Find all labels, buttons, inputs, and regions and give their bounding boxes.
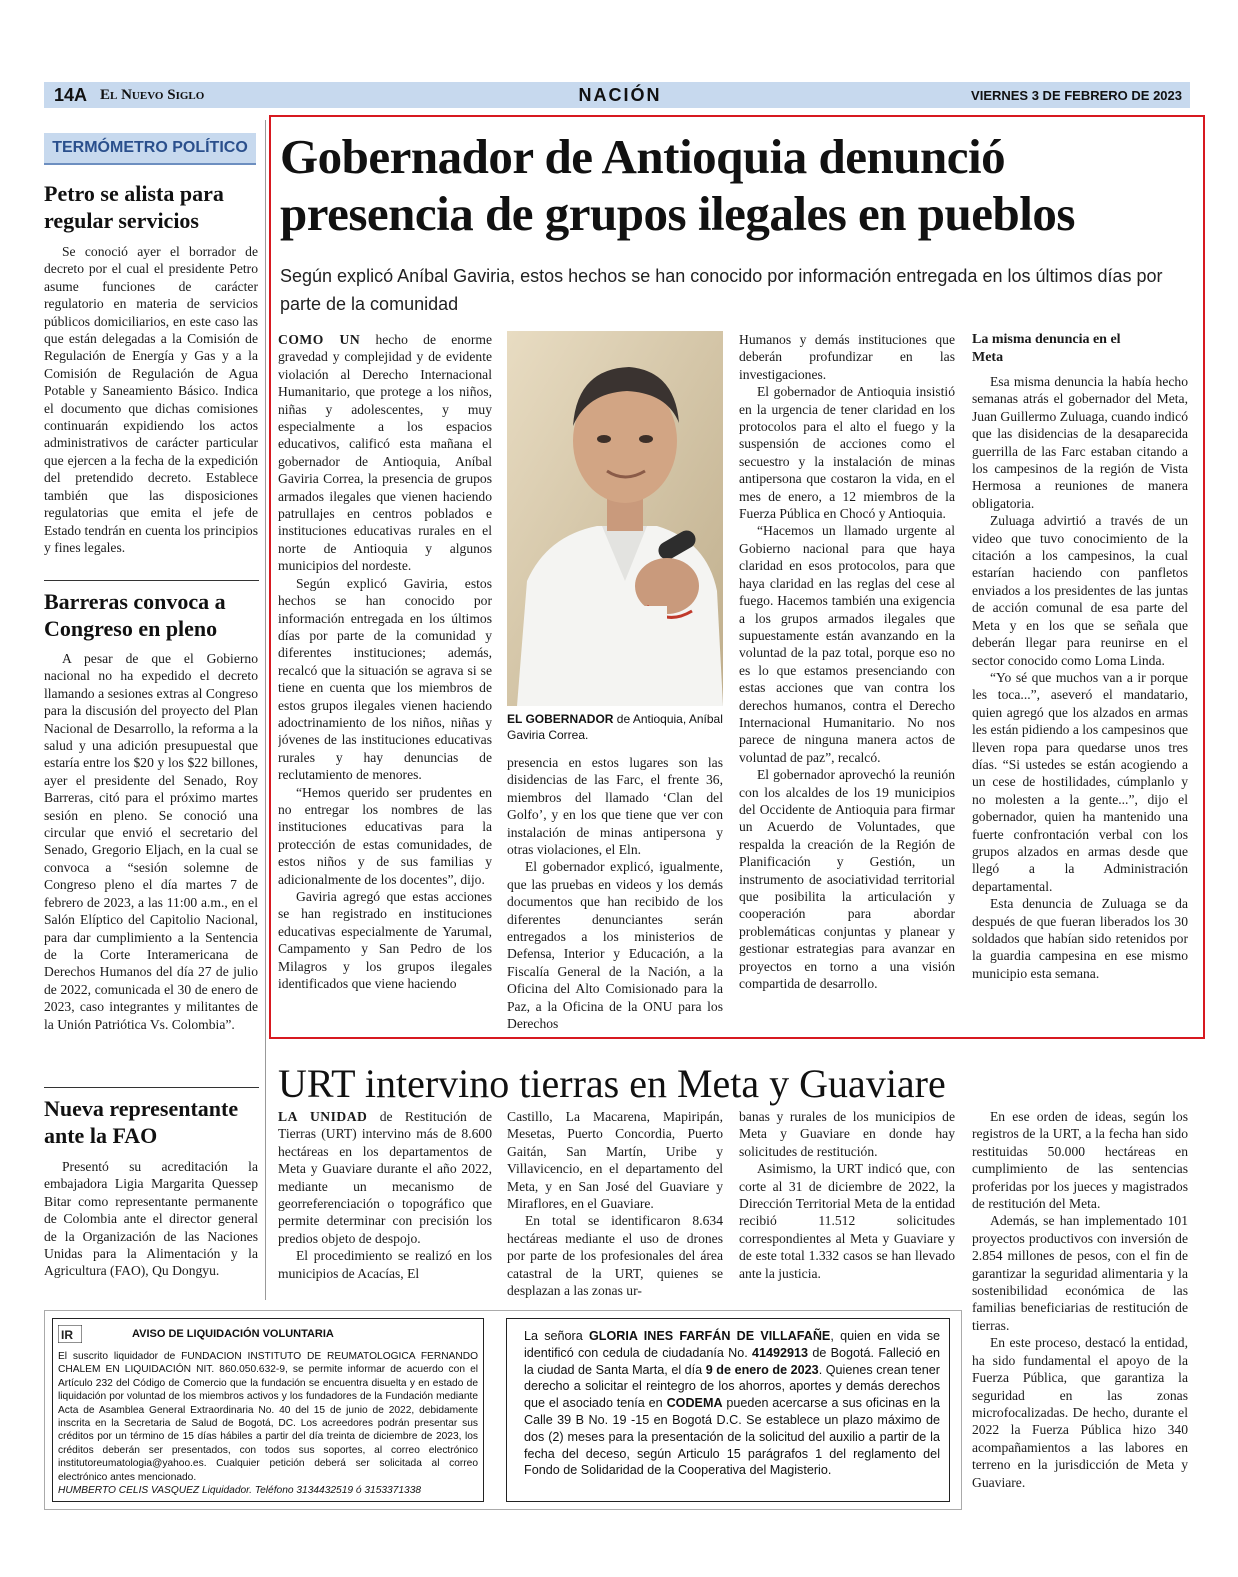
issue-date: VIERNES 3 DE FEBRERO DE 2023 [971, 88, 1182, 103]
urt-column-3 [739, 1108, 955, 1298]
paragraph: El procedimiento se realizó en los municipios de Acacías, El [278, 1248, 492, 1281]
paragraph: Esta denuncia de Zuluaga se da después de que fueran liberados los 30 soldados que habían sido retenidos por la guardia campesina en ese mismo municipio esta semana. [972, 896, 1188, 981]
paragraph: En este proceso, destacó la entidad, ha sido fundamental el apoyo de la Fuerza Pública, que garantiza la seguridad en las zonas microfocalizadas. De hecho, durante el 2022 la Fuerza Pública hizo 340 acompañamientos a las labores en terreno en la jurisdicción de Meta y Guaviare. [972, 1335, 1188, 1490]
paragraph: de Restitución de Tierras (URT) intervino más de 8.600 hectáreas en los departamentos de Meta y Guaviare durante el año 2022, mediante un mecanismo de georreferenciación o topográfico que permite determinar con precisión los predios objeto de despojo. [278, 1109, 492, 1246]
notice-body [58, 1350, 478, 1497]
notice-text: de Bogotá. Falleció en la ciudad de Santa Marta, el día [524, 1345, 941, 1377]
paragraph: Según explicó Gaviria, estos hechos se han conocido por información entregada en los últimos días por parte de la comunidad y diferentes instituciones; además, recalcó que la situación se agrava si se tiene en cuenta que los miembros de estos grupos ilegales vienen haciendo adoctrinamiento de los niños, niñas y jóvenes de las instituciones educativas rurales y hay denuncias de reclutamiento de menores. [278, 575, 492, 783]
paragraph: presencia en estos lugares son las disidencias de las Farc, el frente 36, miembros del llamado ‘Clan del Golfo’, y en los que tiene que ver con instalación de minas antipersona y otras violaciones, el Eln. [507, 755, 723, 858]
governor-photo [507, 331, 723, 706]
sidebar-divider-rule [44, 1087, 259, 1088]
paragraph: El gobernador de Antioquia insistió en la urgencia de tener claridad en los protocolos para el alto el fuego y la suspensión de acciones como el secuestro y la instalación de minas antipersona que costaron la vida, en el mes de enero, a 12 miembros de la Fuerza Pública en Chocó y Antioquia. [739, 384, 955, 522]
sidebar-story-body: Se conoció ayer el borrador de decreto por el cual el presidente Petro asume funciones de carácter regulatorio en materia de servicios públicos domiciliarios, en este caso las que están delegadas a la Comisión de Regulación de Energía y Gas y a la Comisión de Regulación de Agua Potable y Saneamiento Básico. Indica el documento que dichas comisiones continuarán expidiendo los actos administrativos de carácter particular que ejercen a la fecha de la expedición del pretendido decreto. Establece también que las disposiciones regulatorias que emita el jefe de Estado tendrán en cuenta los principios y fines legales. [44, 244, 258, 555]
article-headline: URT intervino tierras en Meta y Guaviare [278, 1061, 946, 1106]
sidebar-story-title: Barreras convoca a Congreso en pleno [44, 589, 226, 641]
article-column-2 [507, 754, 723, 1031]
photo-caption [507, 711, 725, 743]
notice-text: pueden acercarse a sus oficinas en la Calle 39 B No. 19 -15 en Bogotá D.C. Se establece un plazo máximo de dos (2) meses para la presentación de la solicitud del auxilio a partir de la fecha del deceso, según Articulo 15 parágrafos 1 del reglamento del Fondo de Solidaridad de la Cooperativa del Magisterio. [524, 1396, 941, 1478]
paragraph: hecho de enorme gravedad y complejidad y de evidente violación al Derecho Internacional Humanitario, que protege a los niños, niñas y adolescentes, y muy especialmente a los espacios educativos, calificó esta mañana el gobernador de Antioquia, Aníbal Gaviria Correa, la presencia de grupos armados ilegales que vienen haciendo patrullajes en centros poblados e instituciones educativas rurales en el norte de Antioquia y algunos municipios del nordeste. [278, 332, 492, 574]
paragraph: Zuluaga advirtió a través de un video que tuvo conocimiento de la citación a los campesinos, la cual estarían haciendo con panfletos enviados a los presidentes de las juntas de acción comunal de esa parte del Meta y en los que se señala que deberán llegar para reunirse en el sector conocido como Loma Linda. [972, 513, 1188, 668]
paragraph: “Yo sé que muchos van a ir porque les toca...”, aseveró el mandatario, quien agregó que los alzados en armas les están pidiendo a los campesinos que lleven ropa para quedarse unos tres días. “Si ustedes se están acogiendo a un cese de hostilidades, cúmplanlo y no molesten a la gente...”, dijo el gobernador, quien ha mantenido una fuerte confrontación verbal con los grupos alzados en armas desde que llegó a la Administración departamental. [972, 669, 1188, 894]
page-number: 14A [54, 85, 88, 105]
paragraph: El gobernador explicó, igualmente, que las pruebas en videos y los demás documentos que han recibido de los diferentes denunciantes serán entregados a los ministerios de Defensa, Interior y Educación, a la Fiscalía General de la Nación, a la Oficina del Alto Comisionado para la Paz, a la Oficina de la ONU para los Derechos [507, 859, 723, 1031]
logo-letters: IR [61, 1328, 73, 1342]
notice-text: . Quienes crean tener derecho a solicitar el reintegro de los ahorros, aportes y demás derechos que el asociado tenía en [524, 1362, 940, 1411]
paragraph: En total se identificaron 8.634 hectáreas mediante el uso de drones por parte de los profesionales del área catastral de la URT, quienes se desplazan a las zonas ur- [507, 1213, 723, 1298]
paragraph: “Hemos querido ser prudentes en no entregar los nombres de las instituciones educativas para la protección de estas comunidades, de estos niños y de sus familias y adicionalmente de los docentes”, dijo. [278, 784, 492, 887]
paragraph: “Hacemos un llamado urgente al Gobierno nacional para que haya claridad en esos protocolos, para que haya claridad en las reglas del cese al fuego. Hacemos también una exigencia a los grupos armados ilegales que supuestamente están avanzando en la voluntad de la paz total, porque eso no es lo que estamos presenciando con estas acciones que van contra los derechos humanos, contra el Derecho Internacional Humanitario. No nos parece de ninguna manera actos de voluntad de paz”, recalcó. [739, 523, 955, 765]
paragraph: Castillo, La Macarena, Mapiripán, Mesetas, Puerto Concordia, Puerto Gaitán, San Martín, Uribe y Villavicencio, en el departamento del Meta, y en San José del Guaviare y Miraflores, en el Guaviare. [507, 1109, 723, 1212]
urt-column-4 [972, 1108, 1188, 1498]
sidebar-story-title: Nueva representante ante la FAO [44, 1096, 239, 1148]
article-column-4 [972, 331, 1188, 1031]
urt-column-1 [278, 1108, 492, 1298]
notice-title: AVISO DE LIQUIDACIÓN VOLUNTARIA [132, 1328, 334, 1340]
column-subhead: La misma denuncia en el Meta [972, 332, 1121, 365]
newspaper-name: El Nuevo Siglo [100, 87, 205, 103]
sidebar-section-tag: TERMÓMETRO POLÍTICO [44, 133, 256, 165]
deceased-name: GLORIA INES FARFÁN DE VILLAFAÑE [588, 1329, 831, 1343]
notice-body-text: El suscrito liquidador de FUNDACION INSTITUTO DE REUMATOLOGICA FERNANDO CHALEM EN LIQUIDACIÓN NIT. 860.050.632-9, se permite informar de acuerdo con el Artículo 232 del Código de Comercio que la fundación se encuentra disuelta y en estado de liquidación por voluntad de los miembros activos y los fundadores de la Fundación mediante Acta de Asamblea General Extraordinaria No. 40 del 15 de junio de 2022, debidamente inscrita en la Secretaria de Salud de Bogotá, DC. Los acreedores podrán presentar sus créditos por un término de 15 días hábiles a partir del día treinta de diciembre de 2023, los créditos deberán ser presentados, con todos sus soportes, al correo electrónico institutoreumatologia@yahoo.es. Cualquier petición deberá ser solicitada al correo electrónico antes mencionado. [58, 1351, 478, 1483]
paragraph: Gaviria agregó que estas acciones se han registrado en instituciones educativas especialmente de Yarumal, Campamento y San Pedro de los Milagros y los grupos ilegales identificados que viene haciendo [278, 889, 492, 992]
death-date: 9 de enero de 2023 [705, 1362, 819, 1377]
column-divider [265, 120, 266, 1300]
notice-text: La señora [524, 1329, 583, 1343]
notice-body [524, 1328, 940, 1479]
caption-lead: EL GOBERNADOR [507, 712, 614, 726]
article-column-1 [278, 331, 492, 1031]
entity-name: CODEMA [666, 1396, 723, 1411]
paragraph: Humanos y demás instituciones que deberán profundizar en las investigaciones. [739, 332, 955, 382]
paragraph: En ese orden de ideas, según los registros de la URT, a la fecha han sido restituidas 50.000 hectáreas en cumplimiento de las sentencias proferidas por los jueces y magistrados de restitución del Meta. [972, 1109, 1188, 1212]
notice-signature: HUMBERTO CELIS VASQUEZ Liquidador. Teléfono 3134432519 ó 3153371338 [58, 1485, 422, 1497]
lead-in: COMO UN [278, 332, 361, 347]
id-number: 41492913 [752, 1345, 809, 1360]
notice-text: , quien en vida se identificó con cedula de ciudadanía No. [524, 1329, 940, 1360]
sidebar-divider-rule [44, 580, 259, 581]
article-headline: Gobernador de Antioquia denunció presencia de grupos ilegales en pueblos [280, 129, 1075, 241]
lead-in: LA UNIDAD [278, 1109, 368, 1124]
institute-logo-icon [58, 1325, 82, 1343]
sidebar-story-title: Petro se alista para regular servicios [44, 181, 224, 233]
sidebar-story-body: A pesar de que el Gobierno nacional no ha expedido el decreto llamando a sesiones extras al Congreso para la discusión del proyecto del Plan Nacional de Desarrollo, la reforma a la salud y una adición presupuestal que estaría entre los $20 y los $22 billones, ayer el presidente del Senado, Roy Barreras, citó para el próximo martes sesión en pleno. Se conoció una circular que envió el secretario del Senado, Gregorio Eljach, en la cual se convoca a “sesión solemne de Congreso pleno el día martes 7 de febrero de 2023, a las 11:00 a.m., en el Salón Elíptico del Capitolio Nacional, para dar cumplimiento a la Sentencia de la Corte Interamericana de Derechos Humanos del día 27 de julio de 2022, comunicada el 30 de enero de 2023, caso integrantes y militantes de la Unión Patriótica Vs. Colombia”. [44, 651, 258, 1032]
article-column-3 [739, 331, 955, 1031]
paragraph: El gobernador aprovechó la reunión con los alcaldes de los 19 municipios del Occidente de Antioquia para firmar un Acuerdo de Voluntades, que respalda la creación de la Región de Planificación y Gestión, un instrumento de asociatividad territorial que posibilita la articulación y cooperación para abordar problemáticas conjuntas y planear y gestionar estrategias para avanzar en proyectos en torno a una visión compartida de desarrollo. [739, 767, 955, 992]
paragraph: banas y rurales de los municipios de Meta y Guaviare en donde hay solicitudes de restitución. [739, 1109, 955, 1159]
article-subheadline: Según explicó Aníbal Gaviria, estos hechos se han conocido por información entregada en los últimos días por parte de la comunidad [280, 266, 1163, 314]
section-name: NACIÓN [578, 85, 662, 105]
paragraph: Esa misma denuncia la había hecho semanas atrás el gobernador del Meta, Juan Guillermo Zuluaga, cuando indicó que las disidencias de la desaparecida guerrilla de las Farc estaban citando a los campesinos de la región de Vista Hermosa a reuniones de manera obligatoria. [972, 374, 1188, 511]
caption-text: de Antioquia, Aníbal Gaviria Correa. [507, 712, 723, 742]
paragraph: Asimismo, la URT indicó que, con corte al 31 de diciembre de 2022, la Dirección Territorial Meta de la entidad recibió 11.512 solicitudes correspondientes al Meta y Guaviare y de este total 1.332 casos se han llevado ante la justicia. [739, 1161, 955, 1281]
sidebar-story-body: Presentó su acreditación la embajadora Ligia Margarita Quessep Bitar como representante permanente de Colombia ante el director general de la Organización de las Naciones Unidas para la Alimentación y la Agricultura (FAO), Qu Dongyu. [44, 1159, 258, 1279]
urt-column-2 [507, 1108, 723, 1298]
paragraph: Además, se han implementado 101 proyectos productivos con inversión de 2.854 millones de pesos, con el fin de garantizar la seguridad alimentaria y la sostenibilidad económica de las familias beneficiarias de restitución de tierras. [972, 1213, 1188, 1333]
